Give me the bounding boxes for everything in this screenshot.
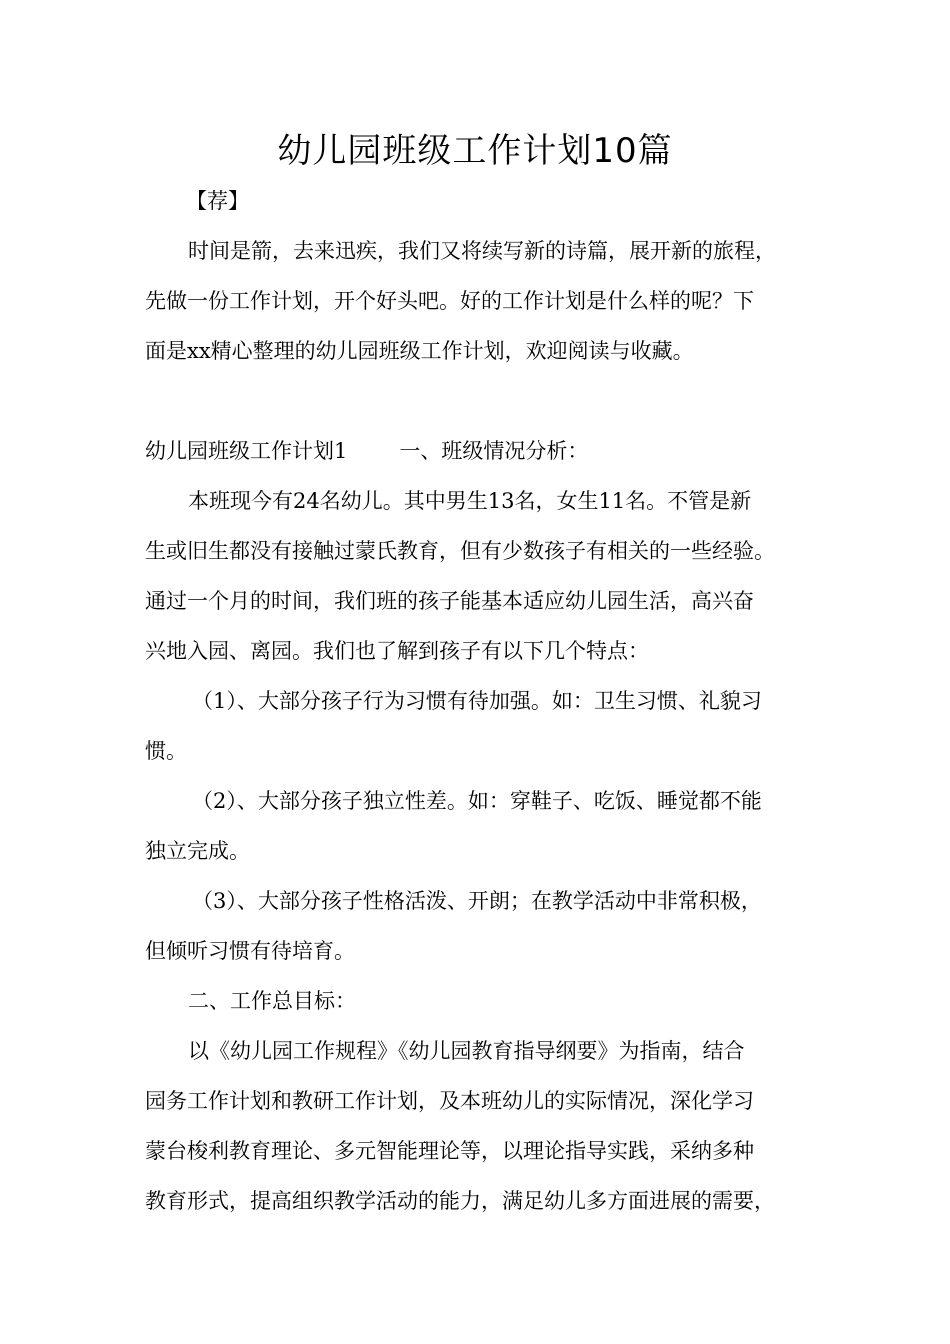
list-item-1: （1）、大部分孩子行为习惯有待加强。如：卫生习惯、礼貌习 (192, 689, 762, 713)
recommend-tag: 【荐】 (186, 189, 249, 213)
paragraph-line: 生或旧生都没有接触过蒙氏教育，但有少数孩子有相关的一些经验。 (145, 539, 775, 563)
intro-line-1: 时间是箭，去来迅疾，我们又将续写新的诗篇，展开新的旅程， (188, 239, 776, 263)
paragraph-line: 本班现今有24名幼儿。其中男生13名，女生11名。不管是新 (188, 489, 752, 513)
paragraph-line: 以《幼儿园工作规程》《幼儿园教育指导纲要》为指南，结合 (188, 1039, 745, 1063)
document-title: 幼儿园班级工作计划10篇 (277, 131, 673, 171)
paragraph-line: 蒙台梭利教育理论、多元智能理论等，以理论指导实践，采纳多种 (145, 1139, 754, 1163)
section-goal-heading: 二、工作总目标： (188, 989, 356, 1013)
list-item-3: （3）、大部分孩子性格活泼、开朗；在教学活动中非常积极， (192, 889, 762, 913)
section-subheading: 一、班级情况分析： (399, 439, 589, 463)
list-item-2: （2）、大部分孩子独立性差。如：穿鞋子、吃饭、睡觉都不能 (192, 789, 762, 813)
paragraph-line: 兴地入园、离园。我们也了解到孩子有以下几个特点： (145, 639, 649, 663)
intro-line-3: 面是xx精心整理的幼儿园班级工作计划，欢迎阅读与收藏。 (145, 339, 694, 363)
section-heading: 幼儿园班级工作计划1 (145, 439, 348, 463)
paragraph-line: 教育形式，提高组织教学活动的能力，满足幼儿多方面进展的需要， (145, 1189, 775, 1213)
paragraph-line: 通过一个月的时间，我们班的孩子能基本适应幼儿园生活，高兴奋 (145, 589, 754, 613)
list-item-1-cont: 惯。 (145, 739, 187, 763)
list-item-2-cont: 独立完成。 (145, 839, 250, 863)
section-heading-row (145, 436, 588, 466)
list-item-3-cont: 但倾听习惯有待培育。 (145, 939, 355, 963)
intro-line-2: 先做一份工作计划，开个好头吧。好的工作计划是什么样的呢？下 (145, 289, 754, 313)
paragraph-line: 园务工作计划和教研工作计划，及本班幼儿的实际情况，深化学习 (145, 1089, 754, 1113)
